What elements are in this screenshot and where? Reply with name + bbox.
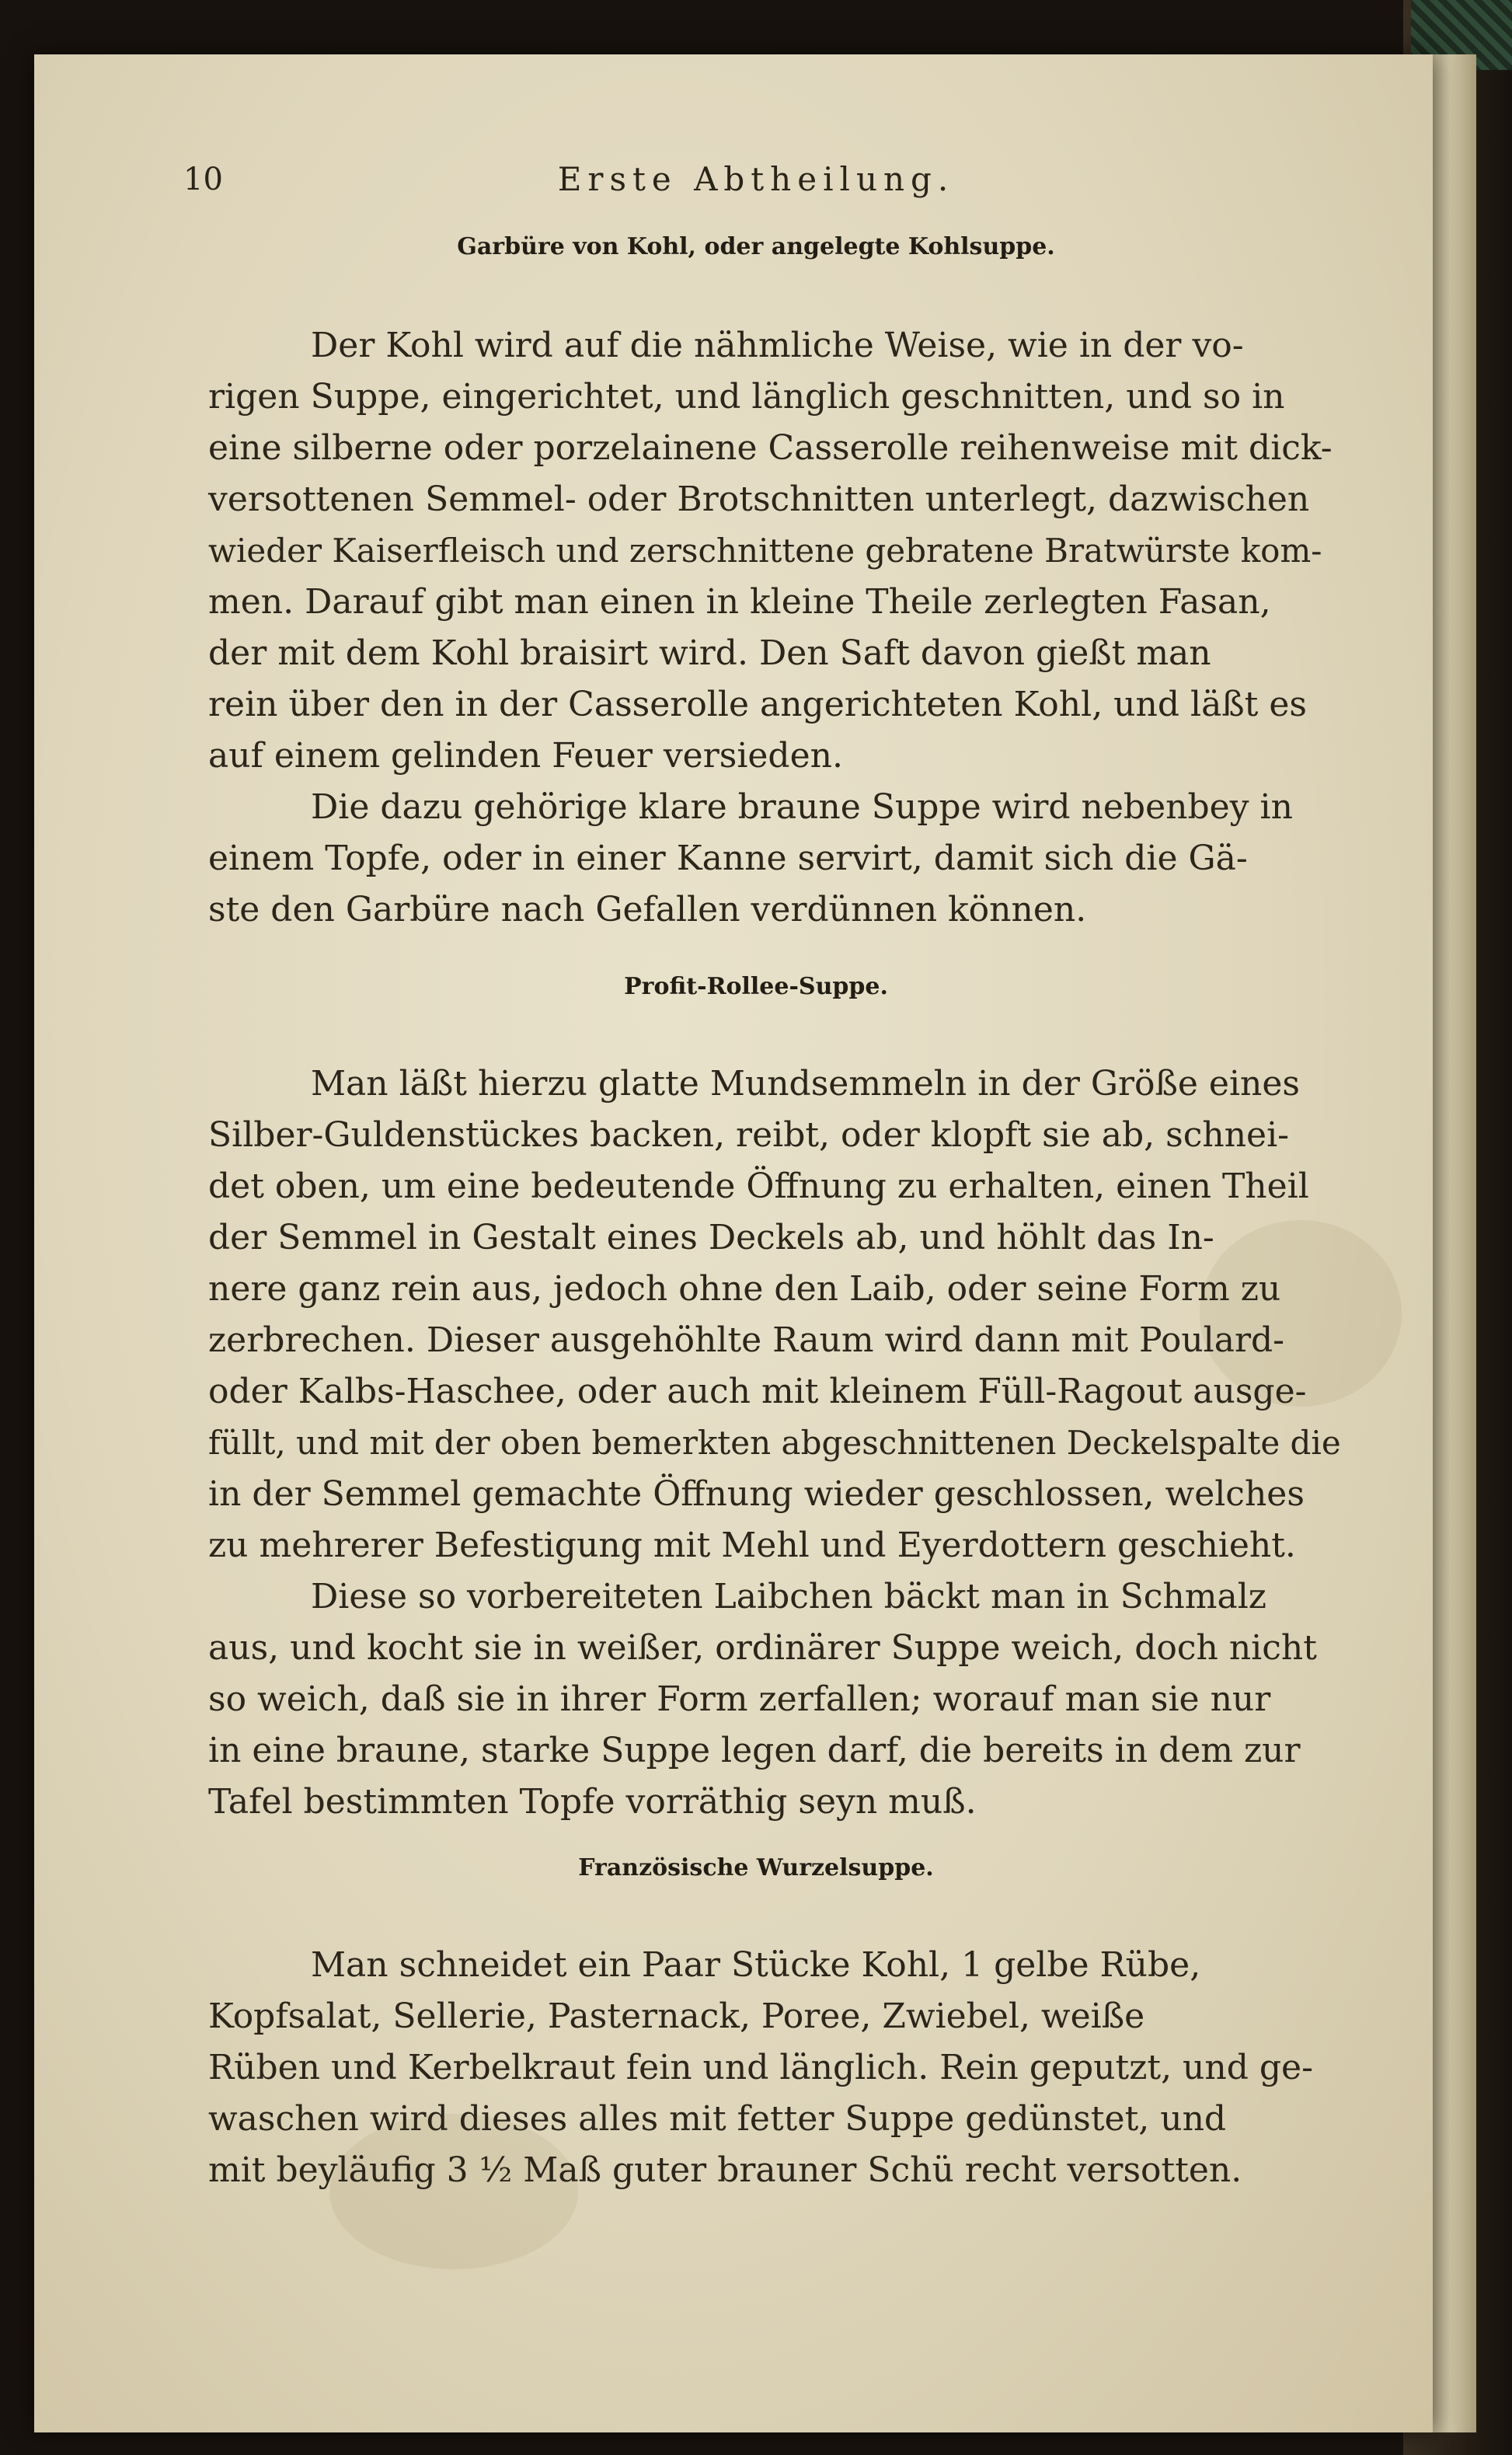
text-line: ste den Garbüre nach Gefallen verdünnen können. [208,890,1087,929]
text-line: Tafel bestimmten Topfe vorräthig seyn muß. [208,1782,977,1822]
text-line: men. Darauf gibt man einen in kleine Theile zerlegten Fasan, [208,582,1271,622]
text-line: in der Semmel gemachte Öffnung wieder geschlossen, welches [208,1474,1305,1514]
text-line: zerbrechen. Dieser ausgehöhlte Raum wird dann mit Poulard- [208,1320,1285,1360]
text-line: in eine braune, starke Suppe legen darf, die bereits in dem zur [208,1731,1301,1770]
text-line: aus, und kocht sie in weißer, ordinärer Suppe weich, doch nicht [208,1628,1317,1668]
text-line: einem Topfe, oder in einer Kanne servirt, damit sich die Gä- [208,839,1248,878]
text-line: Man läßt hierzu glatte Mundsemmeln in der Größe eines [311,1064,1300,1104]
text-line: der mit dem Kohl braisirt wird. Den Saft davon gießt man [208,633,1211,673]
text-line: Der Kohl wird auf die nähmliche Weise, wie in der vo- [311,326,1244,365]
text-line: Silber-Guldenstückes backen, reibt, oder klopft sie ab, schnei- [208,1115,1290,1155]
section-title: Französische Wurzelsuppe. [578,1854,934,1881]
section-body [208,320,1343,936]
text-line: rigen Suppe, eingerichtet, und länglich geschnitten, und so in [208,377,1285,417]
text-line: so weich, daß sie in ihrer Form zerfallen; worauf man sie nur [208,1679,1271,1719]
text-line: Man schneidet ein Paar Stücke Kohl, 1 gelbe Rübe, [311,1945,1201,1985]
text-line: versottenen Semmel- oder Brotschnitten unterlegt, dazwischen [208,479,1310,519]
section-title: Profit-Rollee-Suppe. [624,973,888,1000]
text-line: rein über den in der Casserolle angerichteten Kohl, und läßt es [208,685,1307,724]
text-line: wieder Kaiserfleisch und zerschnittene gebratene Bratwürste kom- [208,532,1322,570]
text-line: zu mehrerer Befestigung mit Mehl und Eyerdottern geschieht. [208,1526,1296,1565]
text-line: Kopfsalat, Sellerie, Pasternack, Poree, Zwiebel, weiße [208,1996,1145,2036]
text-line: waschen wird dieses alles mit fetter Suppe gedünstet, und [208,2099,1227,2139]
text-line: det oben, um eine bedeutende Öffnung zu erhalten, einen Theil [208,1166,1309,1206]
text-line: eine silberne oder porzelainene Casserolle reihenweise mit dick- [208,428,1333,468]
page-number: 10 [183,162,223,197]
text-line: oder Kalbs-Haschee, oder auch mit kleinem Füll-Ragout ausge- [208,1372,1307,1411]
text-line: Rüben und Kerbelkraut fein und länglich. Rein geputzt, und ge- [208,2048,1313,2087]
section-title: Garbüre von Kohl, oder angelegte Kohlsuppe. [457,233,1055,260]
next-page-edge [1433,54,1476,2432]
text-line: füllt, und mit der oben bemerkten abgeschnittenen Deckelspalte die [208,1424,1341,1462]
text-line: der Semmel in Gestalt eines Deckels ab, und höhlt das In- [208,1218,1214,1257]
section-body [208,1058,1343,1828]
text-line: mit beyläufig 3 ½ Maß guter brauner Schü recht versotten. [208,2150,1242,2190]
text-line: auf einem gelinden Feuer versieden. [208,736,843,776]
running-head: Erste Abtheilung. [557,160,955,198]
text-line: Die dazu gehörige klare braune Suppe wird nebenbey in [311,787,1293,827]
section-body [208,1940,1343,2196]
text-line: Diese so vorbereiteten Laibchen bäckt man in Schmalz [311,1577,1266,1616]
text-line: nere ganz rein aus, jedoch ohne den Laib, oder seine Form zu [208,1269,1281,1309]
